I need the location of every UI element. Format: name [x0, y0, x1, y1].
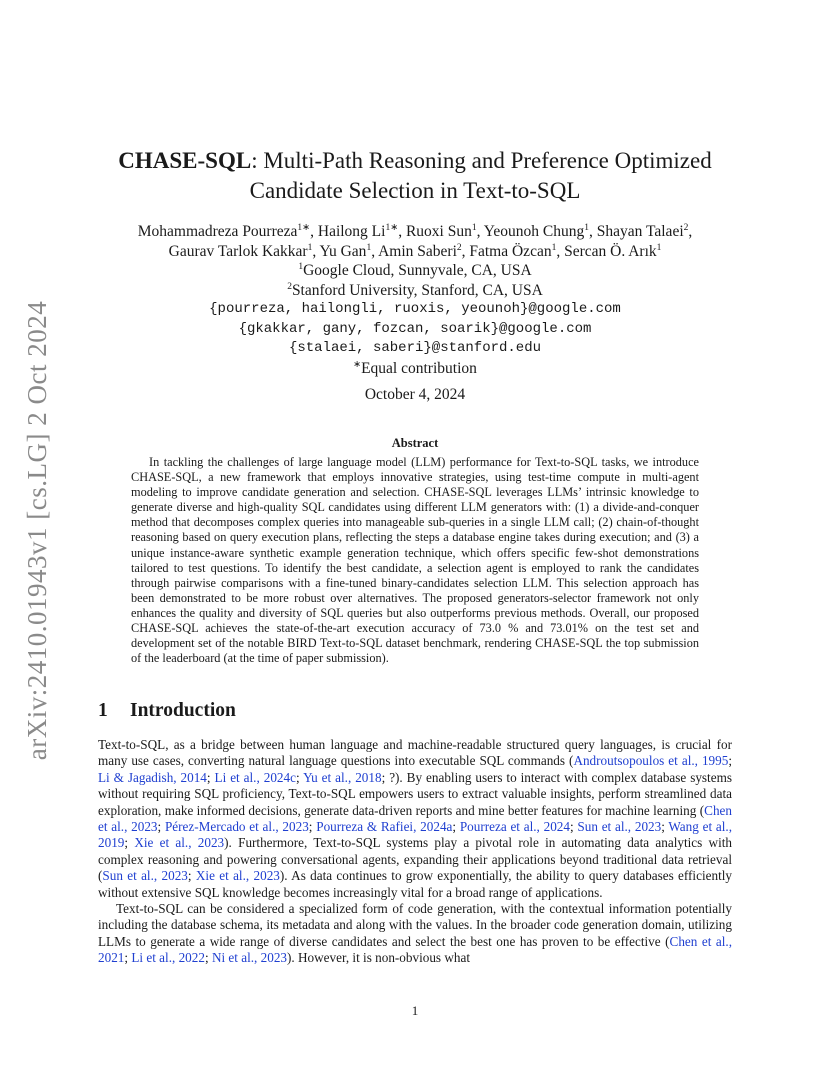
- paragraph-text: Text-to-SQL, as a bridge between human language and machine-readable structured query languages, is crucial for many use cases, converting natural language questions into executable SQL commands (: [98, 737, 732, 769]
- affiliation-mark: 1∗: [297, 222, 311, 233]
- paragraph-text: Text-to-SQL can be considered a specialized form of code generation, with the contextual information potentially including the database schema, its metadata and along with the values. In the broader code generation domain, utilizing LLMs to generate a wide range of diverse candidates and select the best one has proven to be effective (: [98, 901, 732, 949]
- title-line2: Candidate Selection in Text-to-SQL: [249, 178, 581, 203]
- citation-link[interactable]: Li et al., 2022: [131, 950, 205, 966]
- affiliation-mark: 1: [366, 242, 372, 253]
- paragraph-text: ). However, it is non-obvious what: [287, 950, 471, 966]
- paragraph-text: ). As data continues to grow exponentially, the ability to query databases efficiently without extensive SQL knowledge becomes increasingly vital for a broad range of applications.: [98, 868, 732, 900]
- author-name: Hailong Li: [317, 223, 386, 240]
- paragraph-text: ;: [206, 769, 215, 785]
- citation-link[interactable]: Yu et al., 2018: [303, 769, 382, 785]
- arxiv-stamp: [18, 295, 58, 765]
- citation-link[interactable]: Pourreza et al., 2024: [459, 819, 570, 835]
- email-line-1: {pourreza, hailongli, ruoxis, yeounoh}@google.com: [209, 301, 621, 317]
- paragraph-text: ;: [124, 950, 132, 966]
- author-name: Amin Saberi: [378, 242, 457, 260]
- author-block: [60, 222, 770, 378]
- author-name: Gaurav Tarlok Kakkar: [168, 242, 308, 260]
- citation-link[interactable]: Sun et al., 2023: [102, 868, 188, 884]
- affiliation-mark: 2: [683, 222, 689, 233]
- author-name: Sercan Ö. Arık: [564, 242, 657, 260]
- paragraph-text: ;: [308, 819, 317, 835]
- affiliation-mark: 1: [584, 222, 590, 233]
- affiliation-mark: 1: [307, 242, 313, 253]
- paper-title: [60, 146, 770, 206]
- paragraph-text: ;: [124, 835, 135, 851]
- paragraph-text: ;: [295, 769, 304, 785]
- author-name: Ruoxi Sun: [405, 223, 472, 240]
- affiliation-mark: 1: [551, 242, 557, 253]
- affiliation-mark: 1: [471, 222, 477, 233]
- author-row-1: Mohammadreza Pourreza$^{1∗}$, Hailong $Li^{1∗}$, Ruoxi Sun$^1$, Yeounoh Chung$^1$, Shayan Talaei$^2$,: [137, 222, 693, 240]
- email-line-2: {gkakkar, gany, fozcan, soarik}@google.com: [238, 320, 592, 337]
- affiliation-mark: 1∗: [385, 222, 399, 233]
- equal-contribution-note: ∗Equal contribution: [353, 359, 477, 377]
- section-title: Introduction: [130, 700, 236, 721]
- page-number: 1: [411, 1003, 419, 1018]
- arxiv-identifier: arXiv:2410.01943v1 [cs.LG] 2 Oct 2024: [22, 300, 53, 760]
- citation-link[interactable]: Chen et al., 2021: [98, 933, 732, 966]
- paragraph: [98, 737, 732, 901]
- abstract-body: [131, 455, 699, 666]
- author-name: Yeounoh Chung: [483, 223, 585, 240]
- affiliation-2: $^2$Stanford University, Stanford, CA, USA: [287, 281, 543, 299]
- abstract-text: In tackling the challenges of large language model (LLM) performance for Text-to-SQL tasks, we introduce CHASE-SQL, a new framework that employs innovative strategies, using test-time compute in multi-agent modeling to improve candidate generation and selection. CHASE-SQL leverages LLMs’ intrinsic knowledge to generate diverse and high-quality SQL candidates using different LLM generators with: (1) a divide-and-conquer method that decomposes complex queries into manageable sub-queries in a single LLM call; (2) chain-of-thought reasoning based on query execution plans, reflecting the steps a database engine takes during execution; and (3) a unique instance-aware synthetic example generation technique, which offers specific few-shot demonstrations tailored to test questions. To identify the best candidate, a selection agent is employed to rank the candidates through pairwise comparisons with a fine-tuned binary-candidates selection LLM. This selection approach has been demonstrated to be more robust over alternatives. The proposed generators-selector framework not only enhances the quality and diversity of SQL queries but also outperforms previous methods. Overall, our proposed CHASE-SQL achieves the state-of-the-art execution accuracy of 73.0 % and 73.01% on the test set and development set of the notable BIRD Text-to-SQL dataset benchmark, rendering CHASE-SQL the top submission of the leaderboard (at the time of paper submission).: [131, 455, 699, 666]
- author-name: Fatma Özcan: [469, 242, 552, 260]
- paragraph-text: ;: [452, 819, 460, 835]
- author-name: Shayan Talaei: [596, 223, 684, 240]
- citation-link[interactable]: Xie et al., 2023: [195, 868, 280, 884]
- affiliation-1: $^1$Google Cloud, Sunnyvale, CA, USA: [298, 261, 532, 279]
- paper-date: October 4, 2024: [364, 386, 466, 403]
- paragraph-text: ;: [204, 950, 212, 966]
- section-number: 1: [98, 700, 108, 721]
- citation-link[interactable]: Wang et al., 2019: [98, 819, 733, 851]
- paragraph: [98, 901, 732, 967]
- paragraph-text: ). Furthermore, Text-to-SQL systems play a pivotal role in automating data analytics with complex reasoning and powering conversational agents, expanding their applications beyond traditional data retrieval (: [98, 835, 733, 884]
- introduction-body: [98, 737, 732, 967]
- affiliation-mark: 1: [656, 242, 662, 253]
- citation-link[interactable]: Pérez-Mercado et al., 2023: [164, 819, 309, 835]
- paragraph-text: ;: [569, 819, 578, 835]
- citation-link[interactable]: Androutsopoulos et al., 1995: [573, 753, 729, 769]
- author-name: Mohammadreza Pourreza: [137, 223, 298, 240]
- citation-link[interactable]: Chen et al., 2023: [98, 802, 732, 835]
- author-row-2: Gaurav Tarlok Kakkar$^1$, Yu Gan$^1$, Amin Saberi$^2$, Fatma Özcan$^1$, Sercan Ö. Arık$^1$: [168, 242, 662, 260]
- citation-link[interactable]: Ni et al., 2023: [211, 950, 288, 966]
- citation-link[interactable]: Pourreza & Rafiei, 2024a: [316, 819, 453, 835]
- abstract-heading: Abstract: [391, 436, 439, 450]
- affiliation-mark: 2: [456, 242, 462, 253]
- citation-link[interactable]: Li & Jagadish, 2014: [98, 769, 207, 785]
- title-line1: : Multi-Path Reasoning and Preference Optimized: [251, 148, 712, 173]
- email-line-3: {stalaei, saberi}@stanford.edu: [288, 340, 542, 356]
- citation-link[interactable]: Xie et al., 2023: [134, 835, 225, 851]
- title-bold: CHASE-SQL: [118, 148, 252, 173]
- paragraph-text: ;: [187, 868, 196, 884]
- paragraph-text: ;: [728, 753, 733, 769]
- citation-link[interactable]: Li et al., 2024c: [214, 769, 296, 785]
- paragraph-text: ;: [661, 819, 669, 835]
- section-heading: [98, 700, 236, 722]
- author-name: Yu Gan: [319, 242, 367, 260]
- citation-link[interactable]: Sun et al., 2023: [577, 819, 662, 835]
- paragraph-text: ; ?). By enabling users to interact with complex database systems without requiring SQL proficiency, Text-to-SQL empowers users to extract valuable insights, perform streamlined data exploration, make informed decisions, generate data-driven reports and mine better features for machine learning (: [98, 769, 732, 818]
- paragraph-text: ;: [157, 819, 165, 835]
